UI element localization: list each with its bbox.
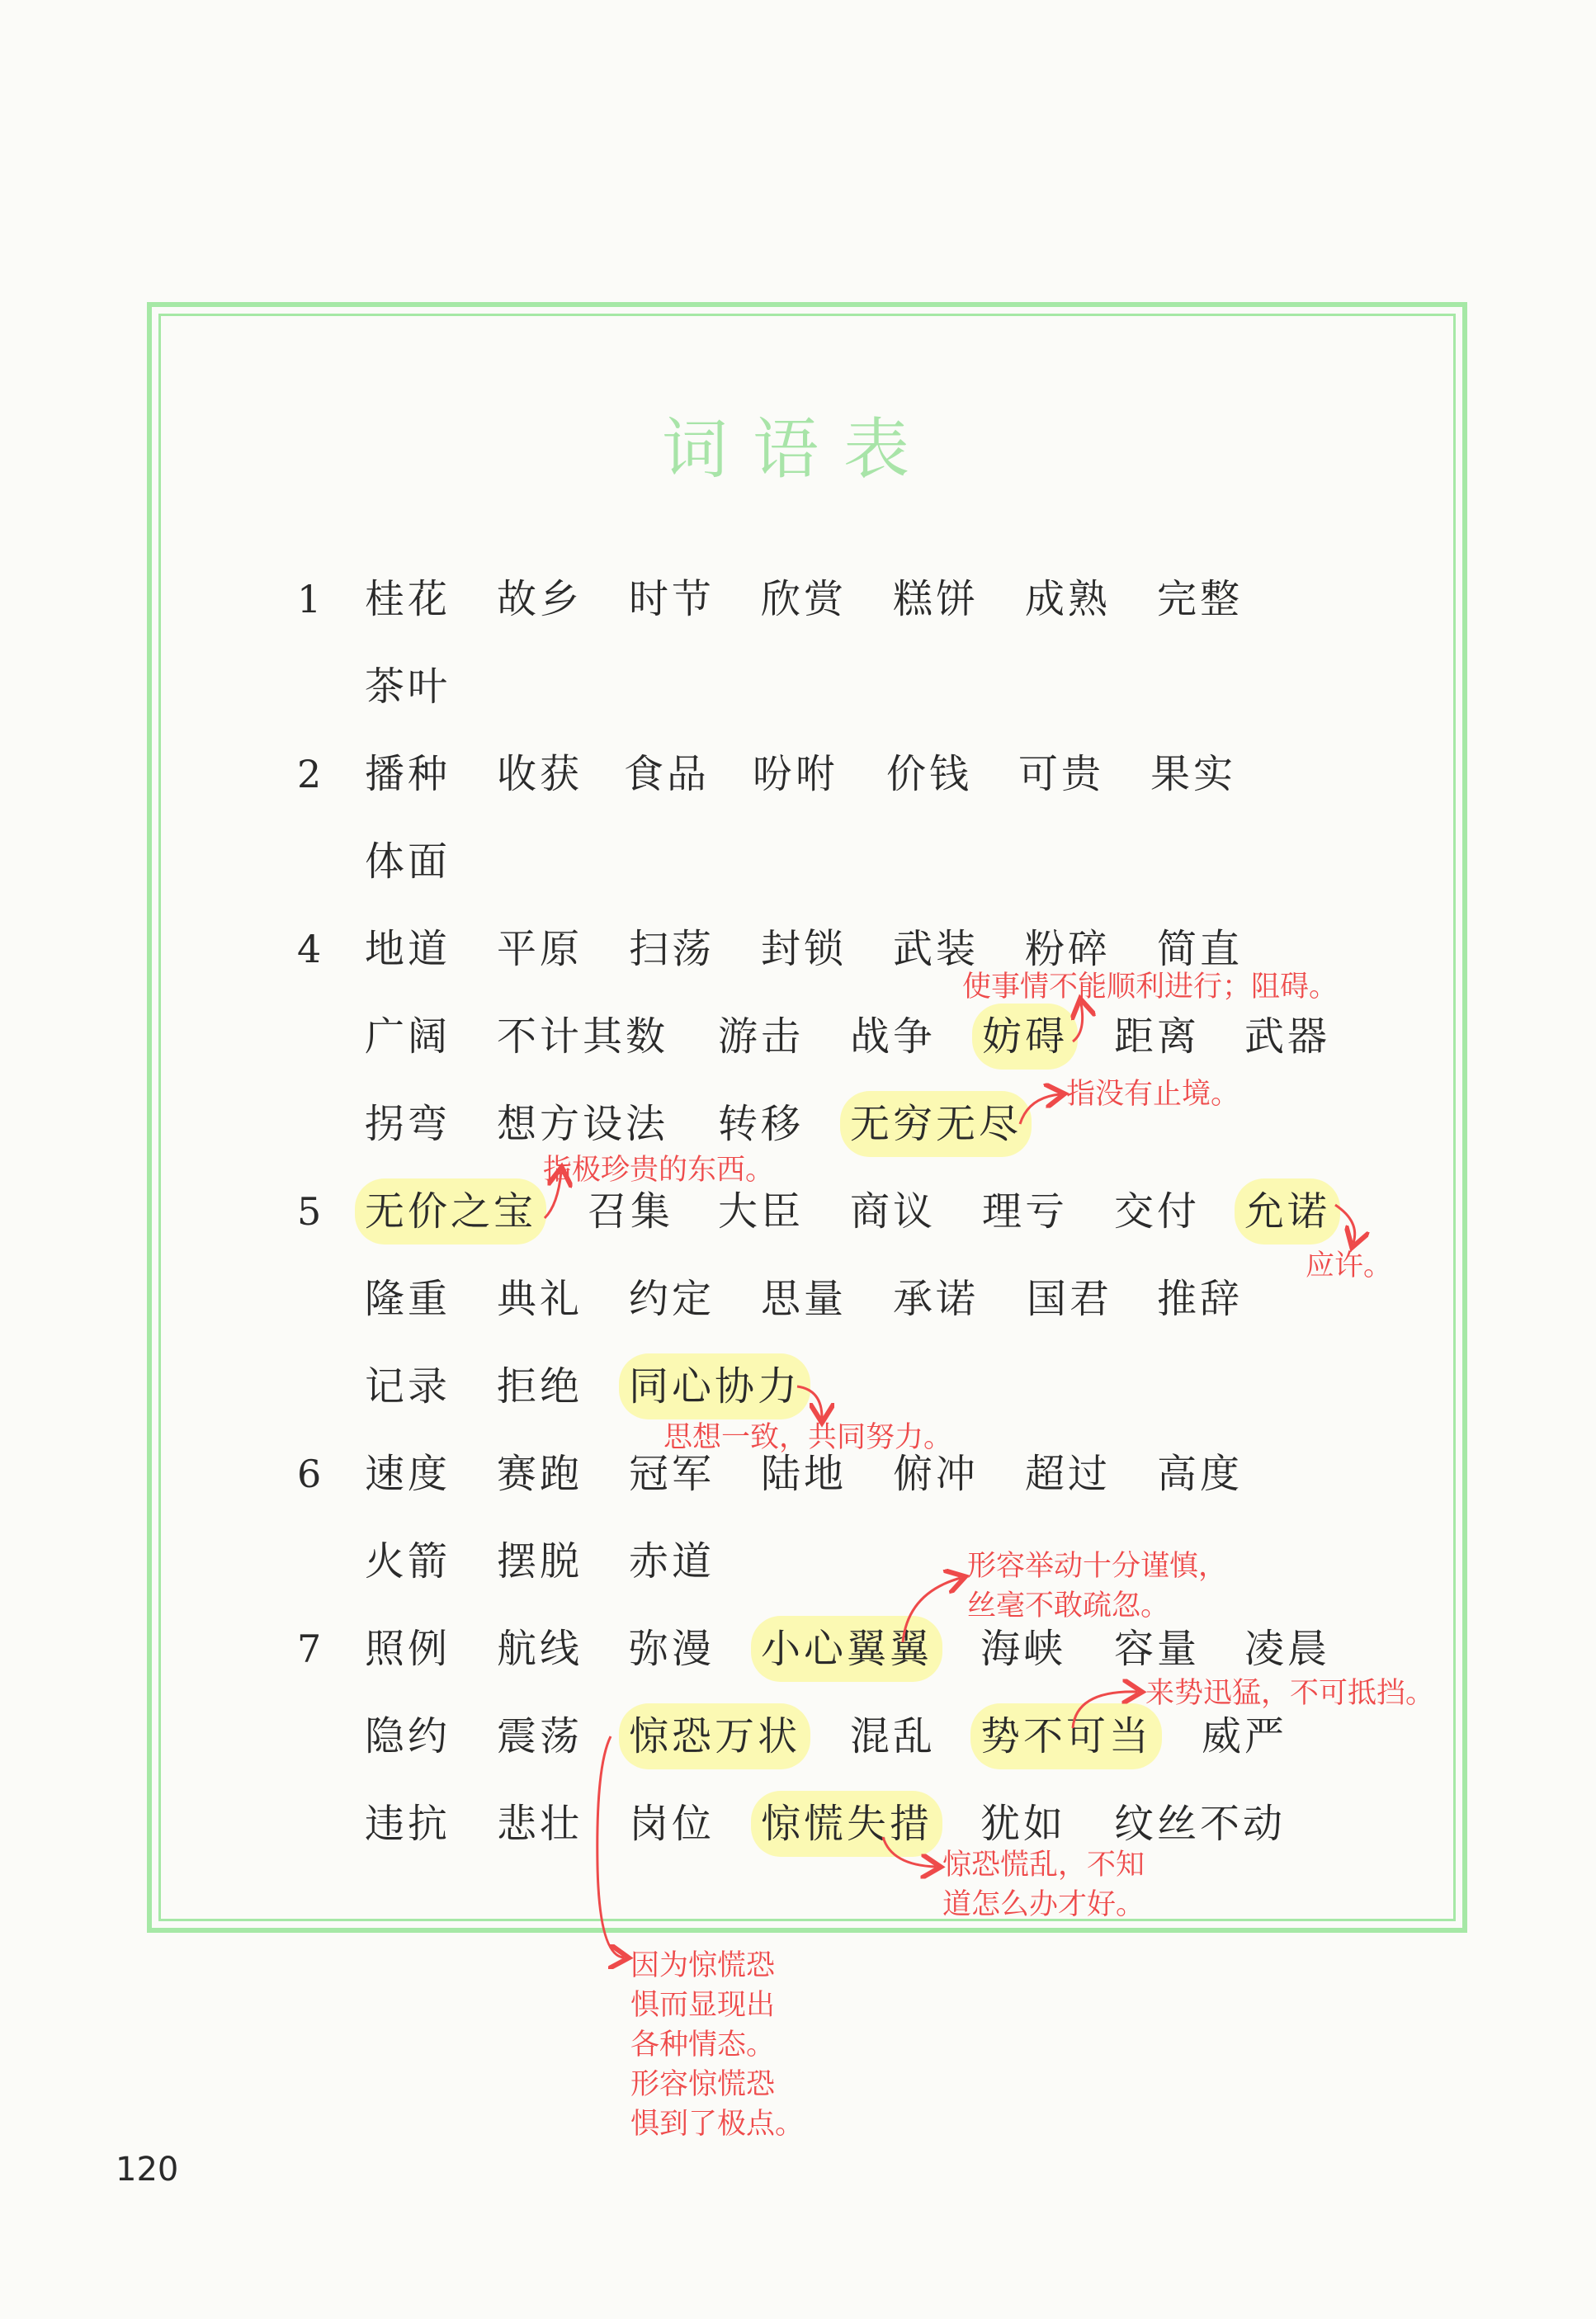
- word: 记录: [365, 1363, 451, 1410]
- word: 不计其数: [497, 1013, 669, 1060]
- word: 混乱: [850, 1713, 937, 1759]
- word: 承诺: [893, 1276, 980, 1322]
- word: 隆重: [365, 1276, 451, 1322]
- vocab-row: [0, 829, 1596, 895]
- word: 赛跑: [497, 1451, 583, 1497]
- word: 平原: [497, 926, 583, 972]
- lesson-number: 7: [297, 1627, 322, 1671]
- lesson-number: 6: [297, 1452, 322, 1496]
- lesson-number: 4: [297, 927, 322, 971]
- vocab-row: [0, 1791, 1596, 1857]
- annotation-note: 形容举动十分谨慎，: [967, 1550, 1228, 1583]
- lesson-number: 1: [297, 577, 322, 621]
- word: 茶叶: [365, 664, 451, 710]
- word: 糕饼: [893, 576, 980, 622]
- word: 思量: [761, 1276, 848, 1322]
- annotation-note: 惧而显现出: [630, 1989, 776, 2022]
- annotation-note: 因为惊慌恐: [630, 1949, 776, 1982]
- page-title: 词语表: [662, 411, 934, 488]
- word: 赤道: [629, 1538, 715, 1585]
- word: 完整: [1157, 576, 1244, 622]
- word: 陆地: [761, 1451, 848, 1497]
- word: 果实: [1150, 751, 1237, 797]
- annotation-note: 思想一致，共同努力。: [663, 1421, 953, 1454]
- word: 价钱: [886, 751, 973, 797]
- word: 悲壮: [497, 1801, 583, 1847]
- word: 速度: [365, 1451, 451, 1497]
- lesson-number: 5: [297, 1189, 322, 1234]
- annotation-note: 指没有止境。: [1066, 1078, 1240, 1111]
- vocab-row: [0, 566, 1596, 632]
- annotation-note: 指极珍贵的东西。: [543, 1154, 775, 1187]
- annotation-note: 惧到了极点。: [630, 2108, 805, 2141]
- word: 冠军: [629, 1451, 715, 1497]
- word: 凌晨: [1244, 1626, 1331, 1672]
- annotation-note: 应许。: [1306, 1249, 1393, 1282]
- word: 食品: [624, 751, 711, 797]
- word: 想方设法: [497, 1101, 669, 1147]
- word: 隐约: [365, 1713, 451, 1759]
- annotation-note: 各种情态。: [630, 2029, 776, 2062]
- page-number: 120: [116, 2151, 179, 2189]
- vocab-row: [0, 1178, 1596, 1245]
- vocab-row: [0, 1004, 1596, 1070]
- word: 地道: [365, 926, 451, 972]
- vocab-row: [0, 1616, 1596, 1682]
- word-highlighted: 同心协力: [619, 1353, 810, 1419]
- word: 武装: [893, 926, 980, 972]
- word: 火箭: [365, 1538, 451, 1585]
- vocab-row: [0, 741, 1596, 807]
- word: 转移: [718, 1101, 805, 1147]
- word: 体面: [365, 838, 451, 885]
- word: 超过: [1025, 1451, 1112, 1497]
- annotation-note: 形容惊慌恐: [630, 2068, 776, 2101]
- word: 吩咐: [753, 751, 839, 797]
- word: 大臣: [718, 1188, 805, 1235]
- word: 推辞: [1157, 1276, 1244, 1322]
- word: 成熟: [1025, 576, 1112, 622]
- word: 海峡: [980, 1626, 1067, 1672]
- word: 战争: [850, 1013, 937, 1060]
- word: 收获: [497, 751, 583, 797]
- word: 桂花: [365, 576, 451, 622]
- word: 商议: [850, 1188, 937, 1235]
- vocab-row: [0, 1353, 1596, 1419]
- word: 弥漫: [629, 1626, 715, 1672]
- word: 可贵: [1018, 751, 1105, 797]
- word: 国君: [1027, 1276, 1113, 1322]
- word: 交付: [1114, 1188, 1201, 1235]
- word: 粉碎: [1025, 926, 1112, 972]
- word: 拒绝: [497, 1363, 583, 1410]
- word: 时节: [629, 576, 715, 622]
- word: 播种: [365, 751, 451, 797]
- word: 犹如: [980, 1801, 1067, 1847]
- word: 俯冲: [893, 1451, 980, 1497]
- word: 理亏: [982, 1188, 1069, 1235]
- annotation-note: 来势迅猛，不可抵挡。: [1145, 1677, 1435, 1710]
- word: 典礼: [497, 1276, 583, 1322]
- word: 广阔: [365, 1013, 451, 1060]
- annotation-note: 丝毫不敢疏忽。: [967, 1589, 1170, 1622]
- word: 震荡: [497, 1713, 583, 1759]
- vocab-row: [0, 654, 1596, 720]
- word: 违抗: [365, 1801, 451, 1847]
- word-highlighted: 无价之宝: [355, 1178, 546, 1245]
- word: 岗位: [629, 1801, 715, 1847]
- word: 故乡: [497, 576, 583, 622]
- word-highlighted: 惊慌失措: [751, 1791, 942, 1857]
- word: 摆脱: [497, 1538, 583, 1585]
- vocab-row: [0, 1528, 1596, 1594]
- word-highlighted: 惊恐万状: [619, 1703, 810, 1769]
- vocab-row: [0, 1091, 1596, 1157]
- word: 召集: [588, 1188, 674, 1235]
- word: 高度: [1157, 1451, 1244, 1497]
- annotation-note: 使事情不能顺利进行；阻碍。: [962, 971, 1339, 1004]
- word: 游击: [718, 1013, 805, 1060]
- word: 纹丝不动: [1114, 1801, 1287, 1847]
- word: 航线: [497, 1626, 583, 1672]
- word: 距离: [1114, 1013, 1201, 1060]
- word: 照例: [365, 1626, 451, 1672]
- word-highlighted: 无穷无尽: [840, 1091, 1032, 1157]
- word: 威严: [1202, 1713, 1288, 1759]
- annotation-note: 惊恐慌乱，不知: [942, 1849, 1145, 1882]
- word: 封锁: [761, 926, 848, 972]
- word-highlighted: 妨碍: [972, 1004, 1078, 1070]
- lesson-number: 2: [297, 752, 322, 796]
- word: 扫荡: [629, 926, 715, 972]
- word-highlighted: 小心翼翼: [751, 1616, 942, 1682]
- annotation-note: 道怎么办才好。: [942, 1888, 1145, 1921]
- word-highlighted: 允诺: [1235, 1178, 1340, 1245]
- word: 约定: [629, 1276, 715, 1322]
- word: 容量: [1114, 1626, 1201, 1672]
- word: 欣赏: [761, 576, 848, 622]
- word: 拐弯: [365, 1101, 451, 1147]
- vocab-row: [0, 1703, 1596, 1769]
- vocab-row: [0, 916, 1596, 982]
- word: 武器: [1244, 1013, 1331, 1060]
- word-highlighted: 势不可当: [970, 1703, 1162, 1769]
- word: 简直: [1157, 926, 1244, 972]
